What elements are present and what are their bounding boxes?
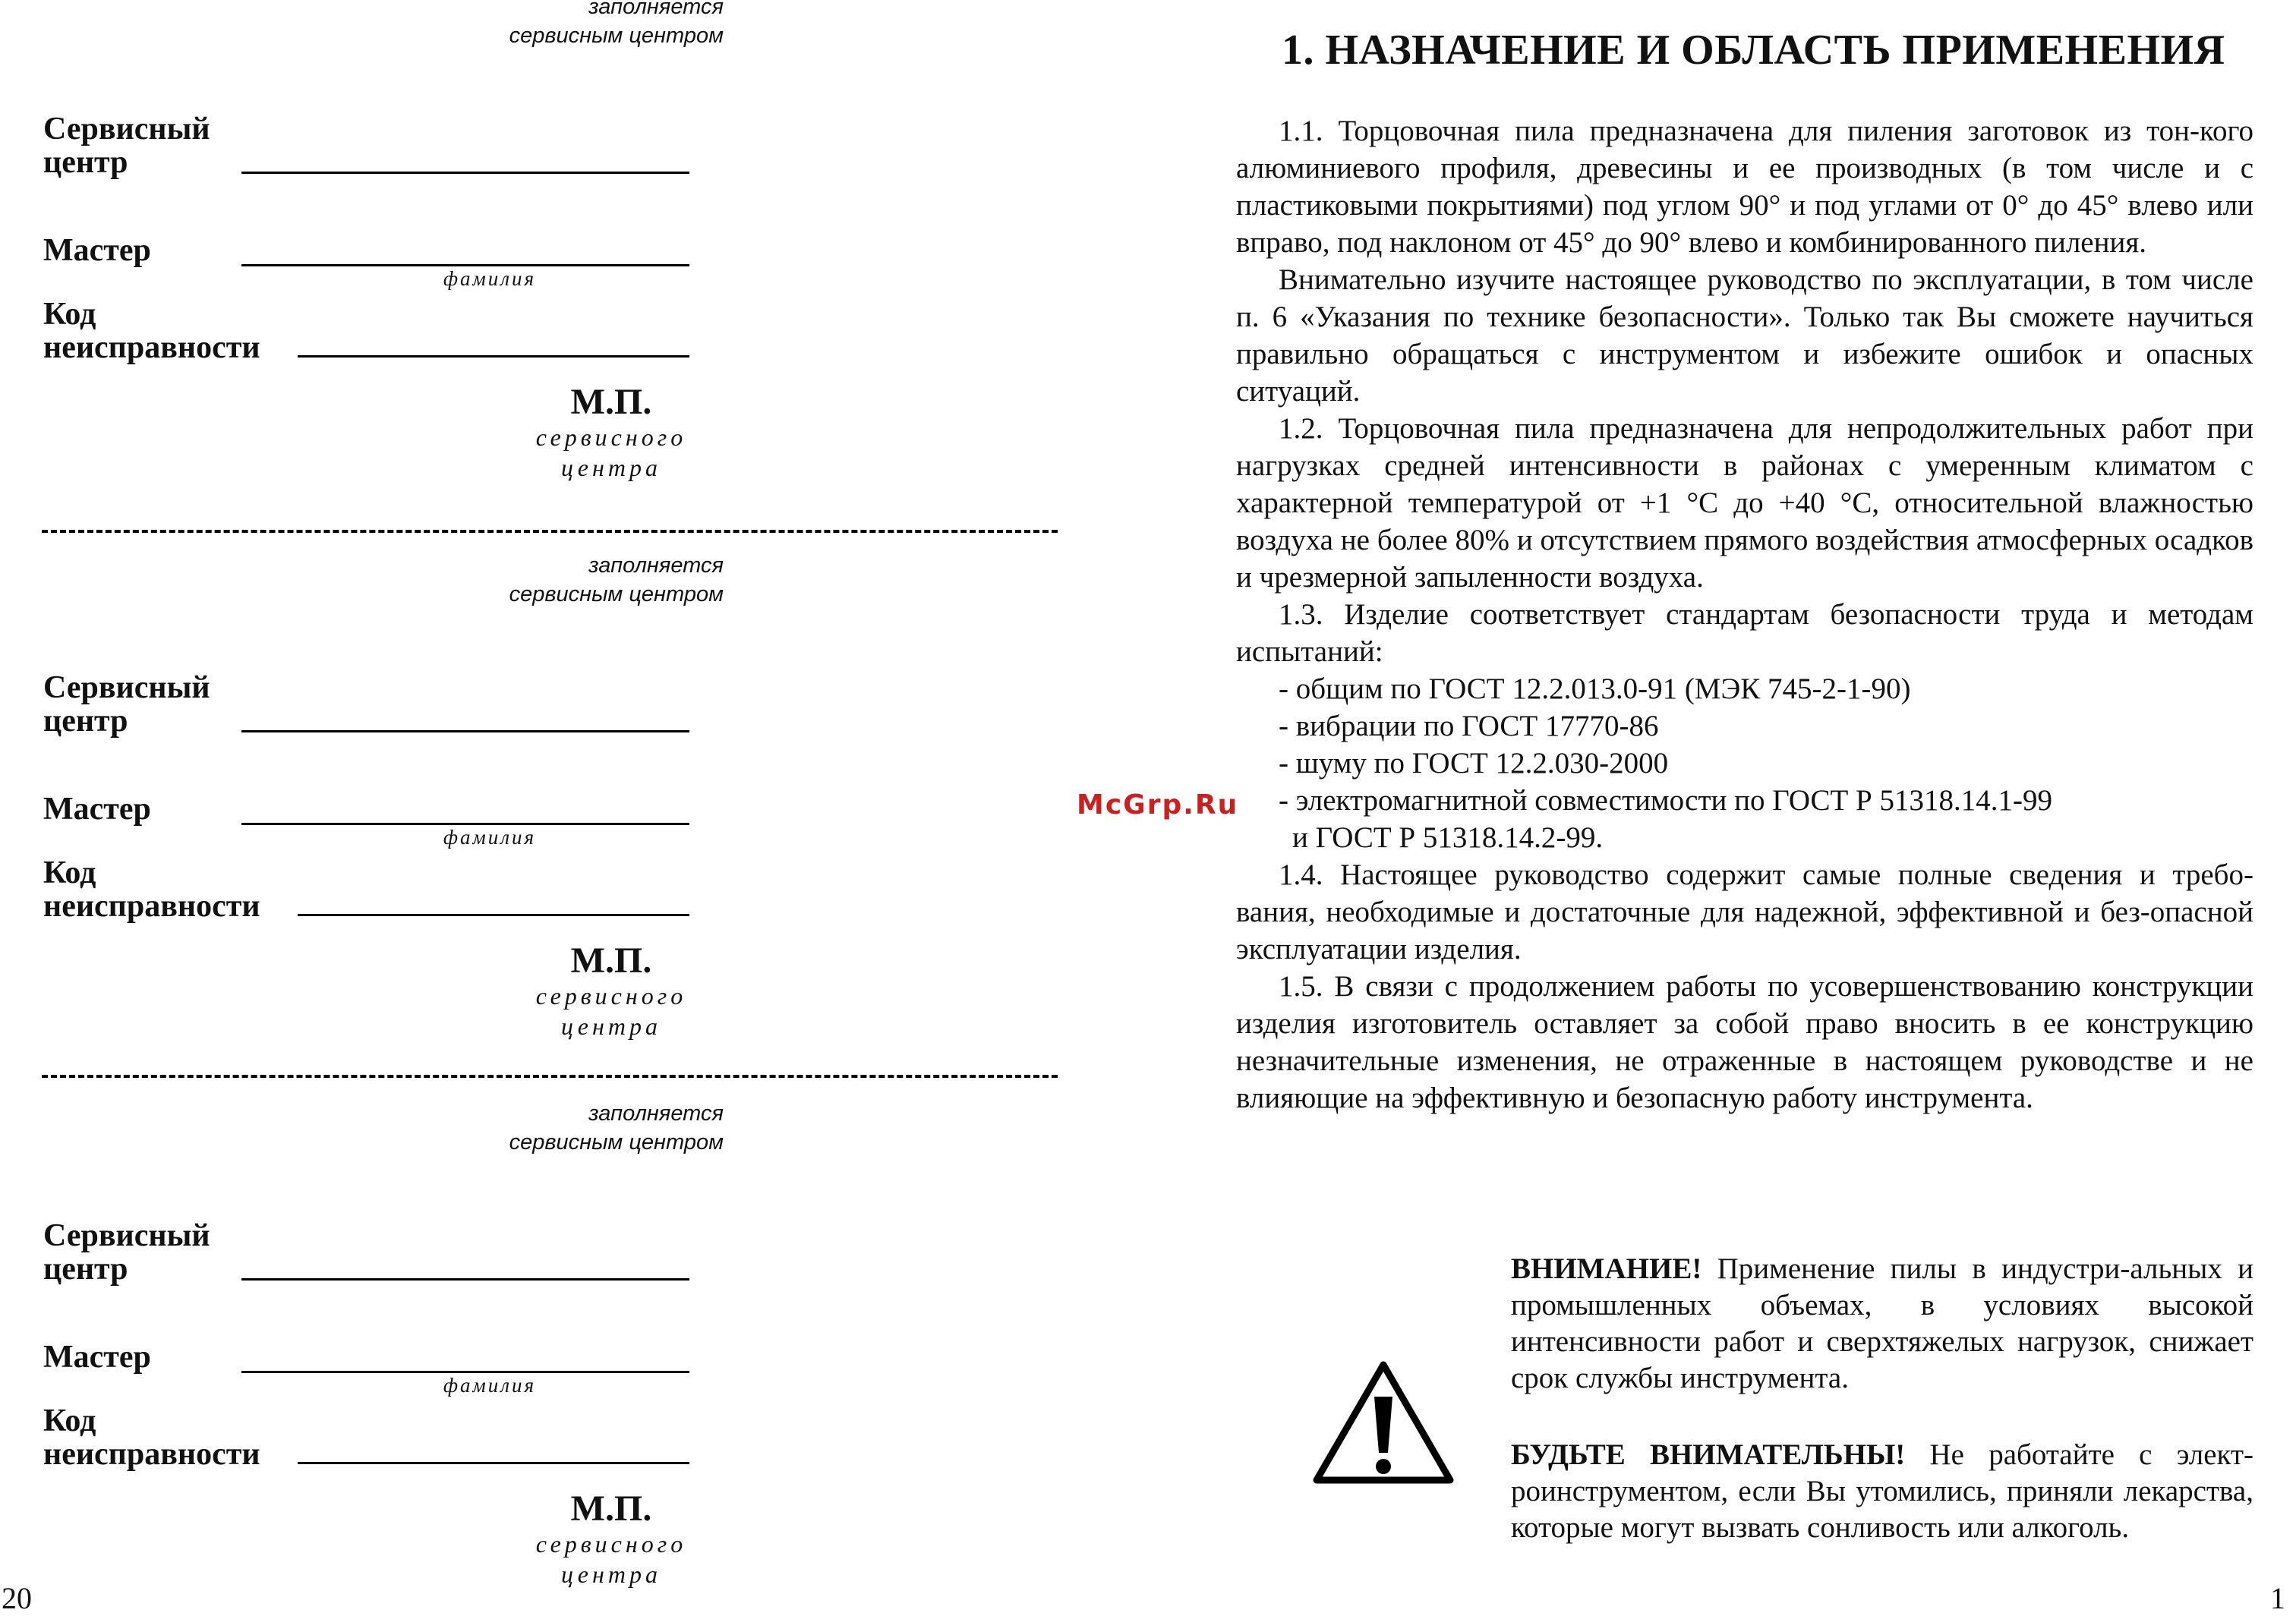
standards-list-item: - шуму по ГОСТ 12.2.030-2000 <box>1279 747 1669 780</box>
fault-code-field[interactable] <box>298 914 689 916</box>
stamp-caption-line-2: центра <box>561 454 661 481</box>
surname-hint: фамилия <box>443 1374 537 1397</box>
note-line-2: сервисным центром <box>509 582 724 606</box>
master-field[interactable] <box>241 264 689 266</box>
warning-attention-text: Применение пилы в индустри-альных и промышленных объемах, в условиях высокой интенсивности работ и сверхтяжелых нагрузок, снижает срок службы инструмента. <box>1511 1252 2253 1394</box>
label-line-1: Код <box>43 1403 96 1438</box>
service-center-field[interactable] <box>241 1278 689 1281</box>
label-line-2: центр <box>43 1252 128 1287</box>
stamp-caption-line-2: центра <box>561 1013 661 1040</box>
paragraph-1-3: 1.3. Изделие соответствует стандартам безопасности труда и методам испытаний: <box>1236 598 2253 668</box>
fault-code-label <box>43 298 260 364</box>
stamp-caption <box>512 981 710 1041</box>
watermark: McGrp.Ru <box>1077 789 1239 821</box>
warning-be-careful-text: Не работайте с элект-роинструментом, если Вы утомились, приняли лекарства, которые могут вызвать сонливость или алкоголь. <box>1511 1438 2254 1544</box>
section-title: 1. НАЗНАЧЕНИЕ И ОБЛАСТЬ ПРИМЕНЕНИЯ <box>1282 27 2225 74</box>
note-line-1: заполняется <box>588 553 724 578</box>
standards-list-continuation: и ГОСТ Р 51318.14.2-99. <box>1292 821 1604 854</box>
stamp-caption-line-1: сервисного <box>535 424 687 451</box>
page-number-left: 20 <box>2 1581 32 1615</box>
label-line-1: Код <box>43 855 96 890</box>
cut-line <box>42 530 1058 533</box>
label-line-1: Сервисный <box>43 1218 210 1253</box>
master-label: Мастер <box>43 1340 151 1375</box>
service-center-field[interactable] <box>241 730 689 732</box>
label-line-2: неисправности <box>43 889 260 924</box>
service-center-field[interactable] <box>241 172 689 174</box>
service-center-label <box>43 112 210 179</box>
note-line-2: сервисным центром <box>509 24 724 48</box>
note-line-1: заполняется <box>588 0 724 19</box>
stamp-label: М.П. <box>570 940 652 981</box>
master-field[interactable] <box>241 823 689 825</box>
filled-by-note <box>374 0 724 50</box>
service-center-label <box>43 1219 210 1286</box>
master-field[interactable] <box>241 1371 689 1373</box>
label-line-2: неисправности <box>43 330 260 365</box>
paragraph-instructions: Внимательно изучите настоящее руководство по эксплуатации, в том числе п. 6 «Указания по технике безопасности». Только так Вы сможете научиться правильно обращаться с инструментом и избежите ошибок и опасных ситуаций. <box>1236 263 2253 408</box>
surname-hint: фамилия <box>443 826 537 849</box>
page-number-right: 1 <box>2270 1581 2285 1615</box>
stamp-caption-line-2: центра <box>561 1561 661 1588</box>
label-line-2: неисправности <box>43 1437 260 1472</box>
paragraph-1-2: 1.2. Торцовочная пила предназначена для непродолжительных работ при нагрузках средней интенсивности в районах с умеренным климатом с характерной температурой от +1 °С до +40 °С, относительной влажностью воздуха не более 80% и отсутствием прямого воздействия атмосферных осадков и чрезмерной запыленности воздуха. <box>1236 412 2253 594</box>
fault-code-field[interactable] <box>298 355 689 358</box>
stamp-caption-line-1: сервисного <box>535 982 687 1010</box>
warning-be-careful <box>1511 1437 2253 1546</box>
filled-by-note <box>374 551 724 609</box>
standards-list-item: - вибрации по ГОСТ 17770-86 <box>1279 710 1659 742</box>
label-line-1: Сервисный <box>43 112 210 146</box>
master-label: Мастер <box>43 792 151 827</box>
stamp-label: М.П. <box>570 382 652 422</box>
filled-by-note <box>374 1099 724 1157</box>
section-body <box>1236 112 2253 1117</box>
standards-list-item: - электромагнитной совместимости по ГОСТ Р 51318.14.1-99 <box>1279 784 2052 817</box>
surname-hint: фамилия <box>443 267 537 290</box>
fault-code-field[interactable] <box>298 1462 689 1464</box>
label-line-2: центр <box>43 145 128 180</box>
label-line-2: центр <box>43 704 128 739</box>
fault-code-label <box>43 856 260 923</box>
paragraph-1-4: 1.4. Настоящее руководство содержит самые полные сведения и требо-вания, необходимые и достаточные для надежной, эффективной и без-опасной эксплуатации изделия. <box>1236 858 2253 966</box>
stamp-caption-line-1: сервисного <box>535 1530 687 1558</box>
paragraph-1-1: 1.1. Торцовочная пила предназначена для пиления заготовок из тон-кого алюминиевого профиля, древесины и ее производных (в том числе и с пластиковыми покрытиями) под углом 90° и под углами от 0° до 45° влево или вправо, под наклоном от 45° до 90° влево и комбинированного пиления. <box>1236 115 2253 259</box>
note-line-1: заполняется <box>588 1101 724 1126</box>
master-label: Мастер <box>43 233 151 268</box>
cut-line <box>42 1075 1058 1078</box>
note-line-2: сервисным центром <box>509 1130 724 1155</box>
stamp-caption <box>512 1529 710 1589</box>
label-line-1: Сервисный <box>43 670 210 705</box>
warning-triangle-icon <box>1312 1359 1455 1486</box>
stamp-caption <box>512 422 710 483</box>
fault-code-label <box>43 1404 260 1471</box>
service-center-label <box>43 671 210 738</box>
warning-attention-heading: ВНИМАНИЕ! <box>1511 1252 1702 1285</box>
label-line-1: Код <box>43 297 96 332</box>
stamp-label: М.П. <box>570 1488 652 1529</box>
warning-be-careful-heading: БУДЬТЕ ВНИМАТЕЛЬНЫ! <box>1511 1438 1906 1471</box>
standards-list-item: - общим по ГОСТ 12.2.013.0-91 (МЭК 745-2-1-90) <box>1279 673 1911 705</box>
paragraph-1-5: 1.5. В связи с продолжением работы по усовершенствованию конструкции изделия изготовитель оставляет за собой право вносить в ее конструкцию незначительные изменения, не отраженные в настоящем руководстве и не влияющие на эффективную и безопасную работу инструмента. <box>1236 970 2253 1114</box>
warning-attention <box>1511 1251 2253 1397</box>
